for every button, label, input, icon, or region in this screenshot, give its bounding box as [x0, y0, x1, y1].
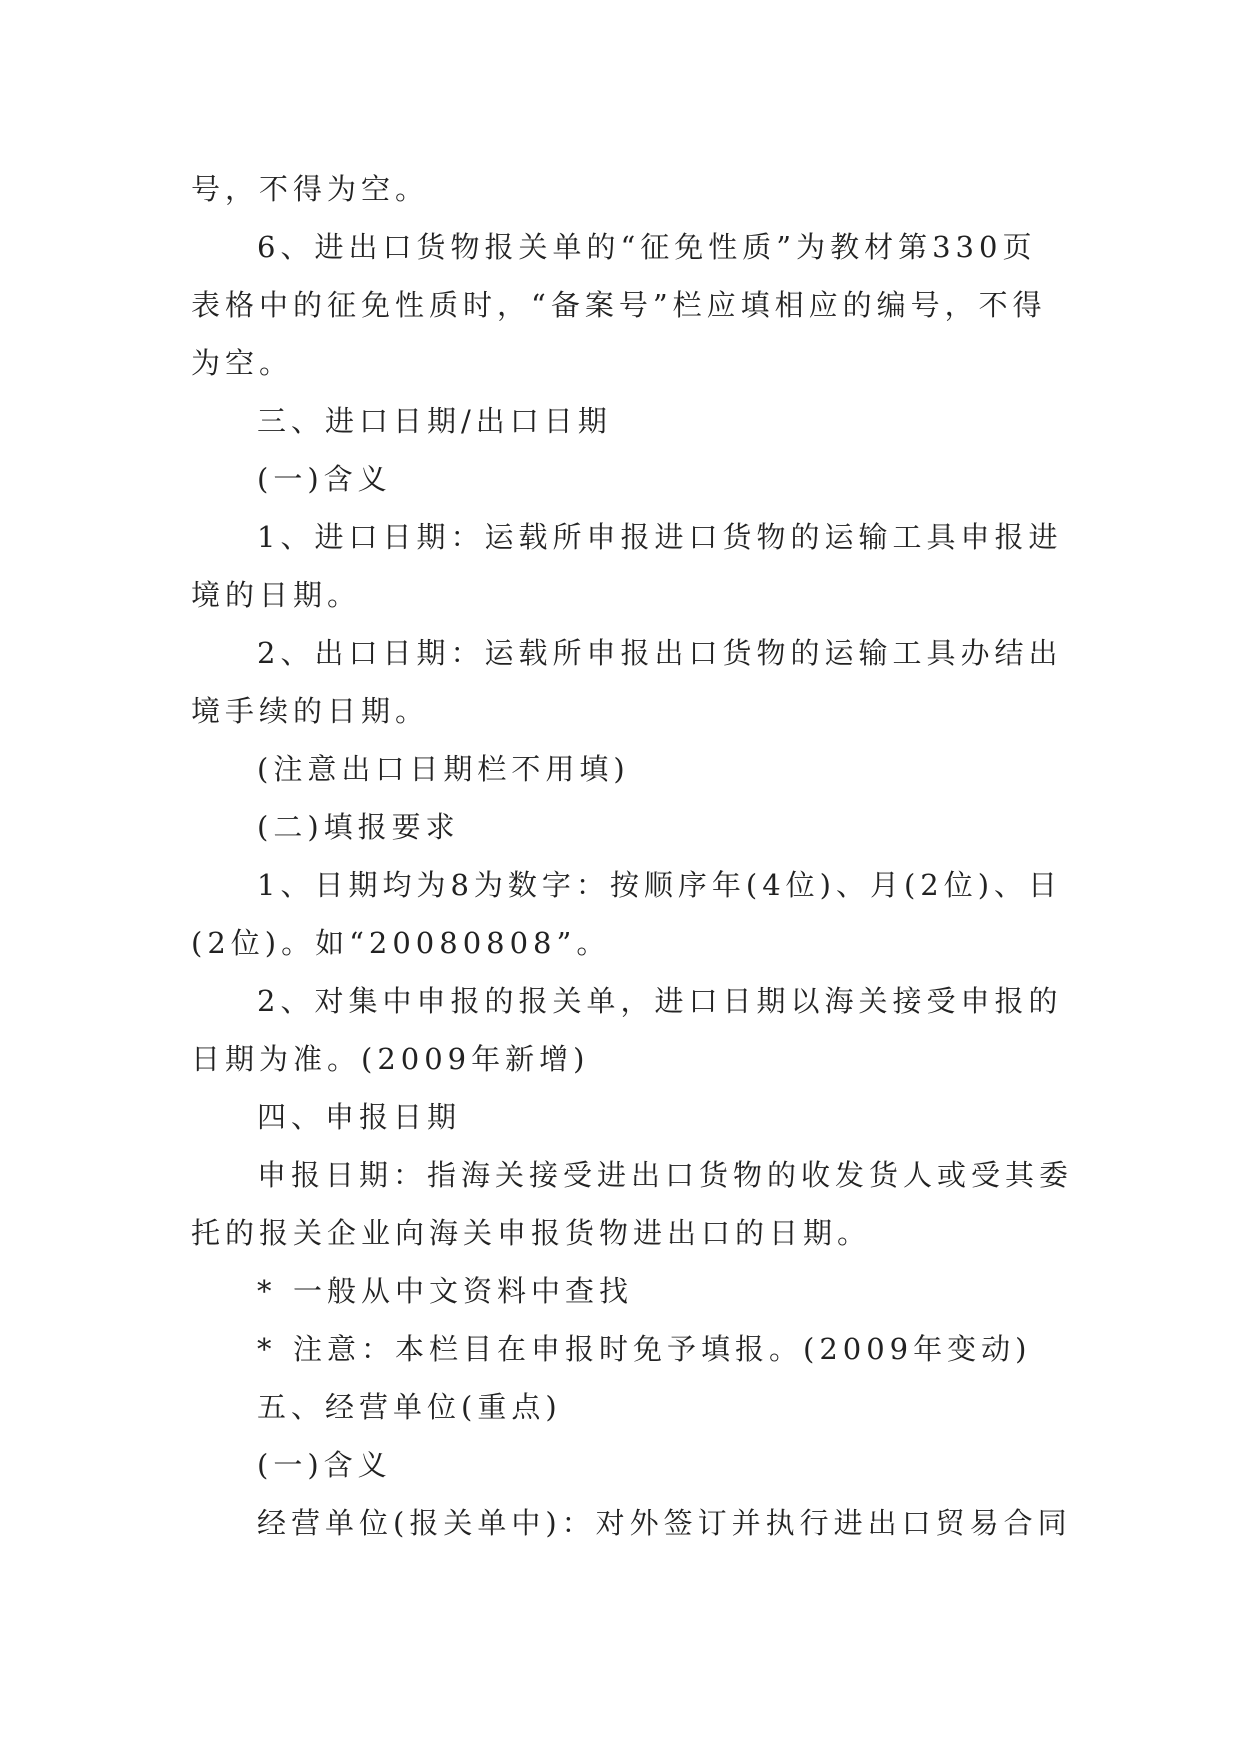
paragraph-line: 境的日期。 — [191, 578, 362, 612]
bullet-text: 一般从中文资料中查找 — [293, 1274, 634, 1308]
paragraph-line: 日期为准。(2009年新增) — [191, 1042, 590, 1076]
paragraph-line: 1、进口日期：运载所申报进口货物的运输工具申报进 — [257, 520, 1063, 554]
paragraph-line: 1、日期均为8为数字：按顺序年(4位)、月(2位)、日 — [257, 868, 1063, 902]
paragraph-line: 号，不得为空。 — [191, 172, 430, 206]
bullet-line — [191, 1320, 1061, 1378]
paragraph-line: 为空。 — [191, 346, 294, 380]
paragraph-line: 经营单位(报关单中)：对外签订并执行进出口贸易合同 — [257, 1506, 1072, 1540]
subsection-heading: (二)填报要求 — [257, 810, 460, 844]
paragraph-line: 托的报关企业向海关申报货物进出口的日期。 — [191, 1216, 872, 1250]
paragraph-line: 6、进出口货物报关单的“征免性质”为教材第330页 — [257, 230, 1037, 264]
paragraph-line: (2位)。如“20080808”。 — [191, 926, 611, 960]
bullet-marker: * — [257, 1274, 272, 1308]
section-heading: 五、经营单位(重点) — [257, 1390, 562, 1424]
paragraph-line: 申报日期：指海关接受进出口货物的收发货人或受其委 — [257, 1158, 1074, 1192]
subsection-heading: (一)含义 — [257, 1448, 392, 1482]
section-heading: 三、进口日期/出口日期 — [257, 404, 612, 438]
paragraph-line: 2、出口日期：运载所申报出口货物的运输工具办结出 — [257, 636, 1063, 670]
paragraph-line: 境手续的日期。 — [191, 694, 430, 728]
note-line: (注意出口日期栏不用填) — [257, 752, 630, 786]
body-text — [191, 160, 1074, 1552]
section-heading: 四、申报日期 — [257, 1100, 462, 1134]
bullet-text: 注意：本栏目在申报时免予填报。(2009年变动) — [293, 1332, 1032, 1366]
paragraph-line: 表格中的征免性质时，“备案号”栏应填相应的编号，不得 — [191, 288, 1047, 322]
bullet-marker: * — [257, 1332, 272, 1366]
bullet-line — [191, 1262, 1061, 1320]
paragraph-line: 2、对集中申报的报关单，进口日期以海关接受申报的 — [257, 984, 1063, 1018]
subsection-heading: (一)含义 — [257, 462, 392, 496]
